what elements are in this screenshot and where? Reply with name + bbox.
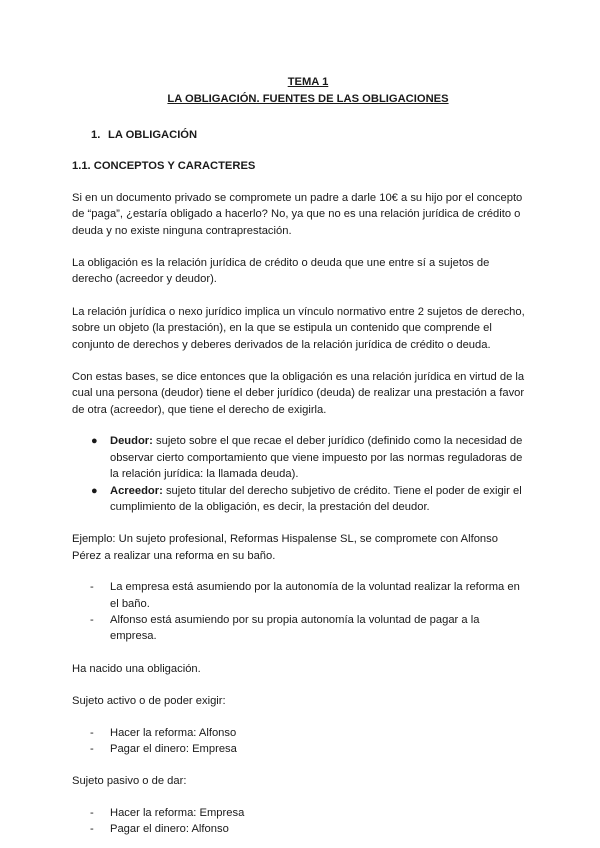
list-item [90,725,528,741]
dash-icon: - [90,806,94,819]
section-heading-1 [72,127,528,143]
list-item-text: Hacer la reforma: Empresa [110,806,245,819]
list-item [90,821,528,837]
paragraph-bases: Con estas bases, se dice entonces que la obligación es una relación jurídica en virtud de la cual una persona (deudor) tiene el deber jurídico (deuda) de realizar una prestación a favor de otra (acreedor), que tiene el derecho de exigirla. [72,371,525,416]
example-points-list [72,579,528,645]
paragraph-paga: Si en un documento privado se compromete un padre a darle 10€ a su hijo por el concepto de “paga”, ¿estaría obligado a hacerlo? No, ya que no es una relación jurídica de crédito o deuda y no existe ninguna contraprestación. [72,191,523,237]
paragraph-relacion-juridica: La relación jurídica o nexo jurídico implica un vínculo normativo entre 2 sujetos de derecho, sobre un objeto (la prestación), en la que se estipula un contenido que comprende el conjunto de derechos y deberes derivados de la relación jurídica de crédito o deuda. [72,305,525,351]
list-item-text: Pagar el dinero: Empresa [110,742,237,755]
bullet-icon: ● [91,484,98,497]
dash-icon: - [90,726,94,739]
list-item-text: Pagar el dinero: Alfonso [110,823,229,836]
list-item [90,741,528,757]
paragraph-passive-subject: Sujeto pasivo o de dar: [72,775,187,788]
definition-text: sujeto sobre el que recae el deber jurídico (definido como la necesidad de observar cierto comportamiento que viene impuesto por las normas reguladoras de la relación jurídica: la llamada deuda). [110,435,523,481]
tema-title: TEMA 1 [287,76,329,88]
list-item-text: Hacer la reforma: Alfonso [110,726,237,739]
passive-points-list [72,805,528,838]
definition-term: Deudor: [110,435,153,448]
bullet-icon: ● [91,435,98,448]
subsection-heading: 1.1. CONCEPTOS Y CARACTERES [72,160,256,173]
document-title [88,74,528,107]
list-item [90,612,528,645]
list-item [90,579,528,612]
dash-icon: - [90,613,94,626]
definition-item-acreedor [91,483,528,516]
list-item [90,805,528,821]
paragraph-active-subject: Sujeto activo o de poder exigir: [72,695,226,708]
dash-icon: - [90,581,94,594]
dash-icon: - [90,742,94,755]
dash-icon: - [90,823,94,836]
paragraph-example: Ejemplo: Un sujeto profesional, Reformas Hispalense SL, se compromete con Alfonso Pérez a realizar una reforma en su baño. [72,533,498,562]
definitions-list [72,433,528,515]
paragraph-born: Ha nacido una obligación. [72,662,201,675]
definition-item-deudor [91,433,528,482]
tema-subtitle: LA OBLIGACIÓN. FUENTES DE LAS OBLIGACIONES [167,92,449,105]
list-item-text: La empresa está asumiendo por la autonomía de la voluntad realizar la reforma en el baño. [110,581,520,610]
section-number: 1. [91,129,101,141]
definition-term: Acreedor: [110,484,163,497]
section-title: LA OBLIGACIÓN [108,129,198,141]
list-item-text: Alfonso está asumiendo por su propia autonomía la voluntad de pagar a la empresa. [110,613,480,643]
active-points-list [72,725,528,758]
paragraph-definition: La obligación es la relación jurídica de crédito o deuda que une entre sí a sujetos de derecho (acreedor y deudor). [72,257,490,286]
definition-text: sujeto titular del derecho subjetivo de crédito. Tiene el poder de exigir el cumplimiento de la obligación, es decir, la prestación del deudor. [110,484,522,513]
